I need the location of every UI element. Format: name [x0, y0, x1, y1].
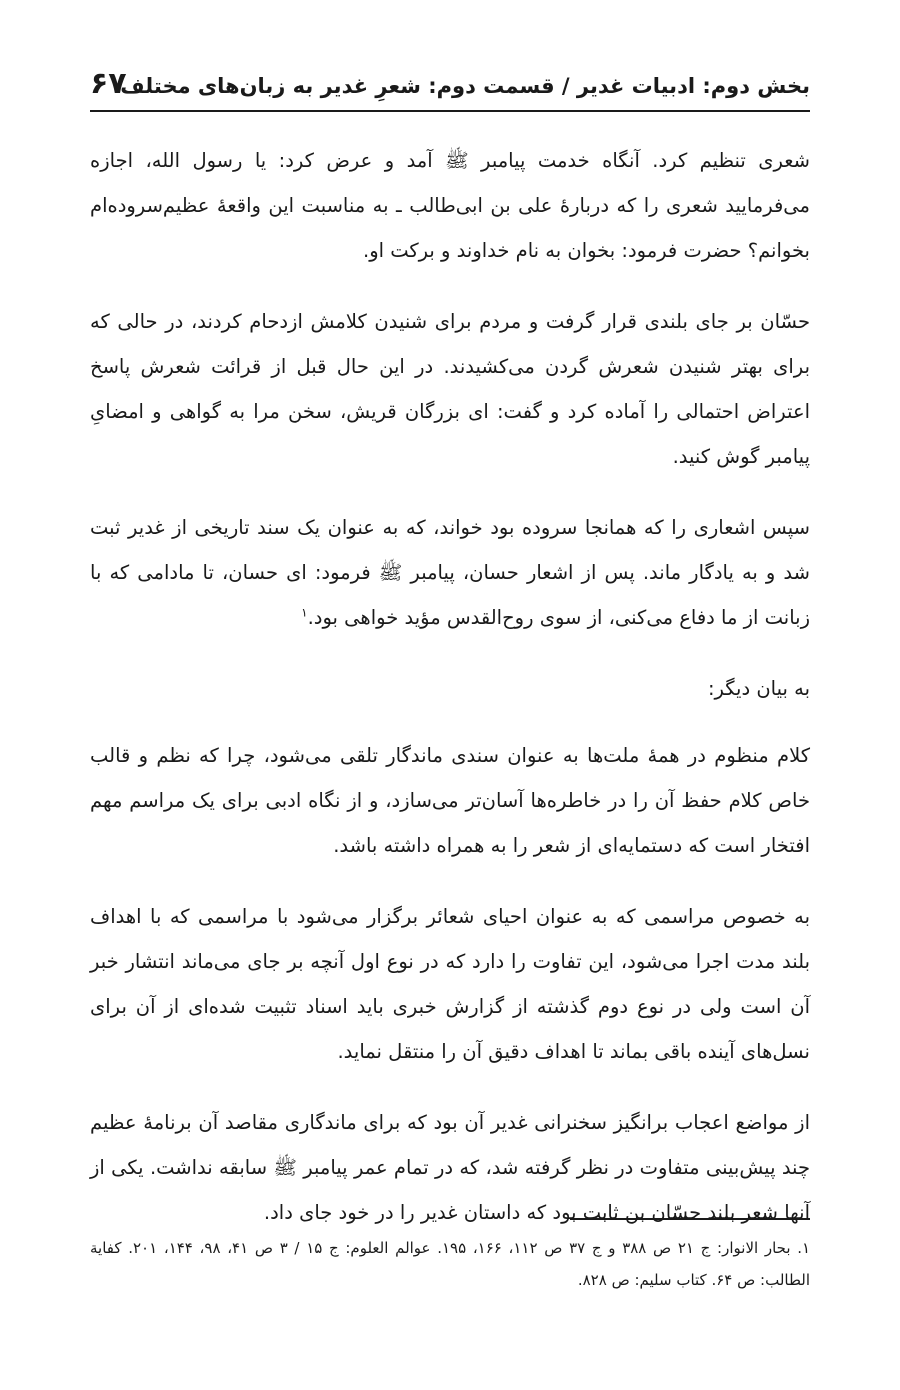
paragraph-7: از مواضع اعجاب برانگیز سخنرانی غدیر آن بود که برای ماندگاری مقاصد آن برنامهٔ عظیم چند پیش‌بینی متفاوت در نظر گرفته شد، که در تمام عمر پیامبر ﷺ سابقه نداشت. یکی از آنها شعر بلند حسّان بن ثابت بود که داستان غدیر را در خود جای داد. [90, 1111, 810, 1224]
paragraph-6: به خصوص مراسمی که به عنوان احیای شعائر برگزار می‌شود با مراسمی که با اهداف بلند مدت اجرا می‌شود، این تفاوت را دارد که در نوع اول آنچه بر جای می‌ماند انتشار خبر آن است ولی در نوع دوم گذشته از گزارش خبری باید اسناد تثبیت شده‌ای از آن برای نسل‌های آینده باقی بماند تا اهداف دقیق آن را منتقل نماید. [90, 905, 810, 1063]
page-header [90, 62, 810, 112]
paragraph-2: حسّان بر جای بلندی قرار گرفت و مردم برای شنیدن کلامش ازدحام کردند، در حالی که برای بهتر شنیدن شعرش گردن می‌کشیدند. در این حال قبل از قرائت شعرش پاسخ اعتراض احتمالی را آماده کرد و گفت: ای بزرگان قریش، سخن مرا به گواهی و امضایِ پیامبر گوش کنید. [90, 310, 810, 468]
paragraph-4: به بیان دیگر: [707, 677, 810, 700]
footnote-reference[interactable]: ۱ [301, 605, 308, 620]
footnote-divider [570, 1218, 810, 1220]
footnote: ۱. بحار الانوار: ج ۲۱ ص ۳۸۸ و ج ۳۷ ص ۱۱۲، ۱۶۶، ۱۹۵. عوالم العلوم: ج ۱۵ / ۳ ص ۴۱، ۹۸، ۱۴۴، ۲۰۱. کفایة الطالب: ص ۶۴. کتاب سلیم: ص ۸۲۸. [90, 1239, 811, 1289]
running-header-title: بخش دوم: ادبیات غدیر / قسمت دوم: شعرِ غدیر به زبان‌های مختلف [120, 74, 810, 98]
paragraph-1: شعری تنظیم کرد. آنگاه خدمت پیامبر ﷺ آمد و عرض کرد: یا رسول الله، اجازه می‌فرمایید شعری را که دربارهٔ علی بن ابی‌طالب ـ به مناسبت این واقعهٔ عظیم‌سروده‌ام بخوانم؟ حضرت فرمود: بخوان به نام خداوند و برکت او. [90, 149, 810, 262]
paragraph-3-text: سپس اشعاری را که همانجا سروده بود خواند، که به عنوان یک سند تاریخی از غدیر ثبت شد و به یادگار ماند. پس از اشعار حسان، پیامبر ﷺ فرمود: ای حسان، تا مادامی که با زبانت از ما دفاع می‌کنی، از سوی روح‌القدس مؤید خواهی بود. [90, 516, 810, 629]
body-text [90, 138, 810, 1261]
page-number: ۶۷ [90, 66, 127, 101]
paragraph-3 [90, 505, 810, 640]
paragraph-5: کلام منظوم در همهٔ ملت‌ها به عنوان سندی ماندگار تلقی می‌شود، چرا که نظم و قالب خاص کلام حفظ آن را در خاطره‌ها آسان‌تر می‌سازد، و از نگاه ادبی برای یک مراسم مهم افتخار است که دستمایه‌ای از شعر را به همراه داشته باشد. [90, 744, 810, 857]
book-page [90, 0, 810, 1390]
